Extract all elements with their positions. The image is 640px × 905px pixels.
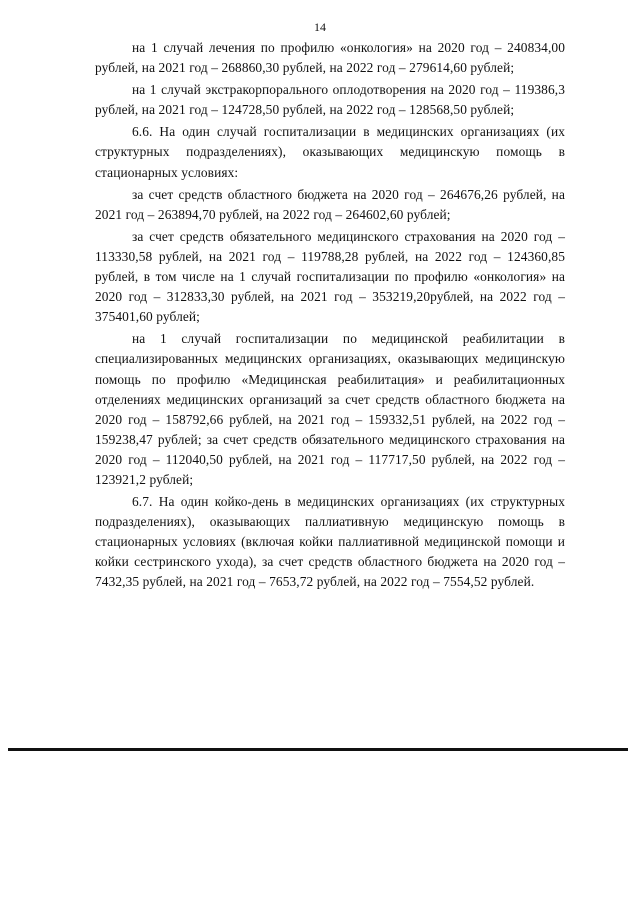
paragraph-ivf: на 1 случай экстракорпорального оплодотворения на 2020 год – 119386,3 рублей, на 2021 год – 124728,50 рублей, на 2022 год – 128568,50 рублей; [95,82,565,118]
bottom-divider [8,748,628,751]
paragraph-rehabilitation: на 1 случай госпитализации по медицинской реабилитации в специализированных медицинских организациях, оказывающих медицинскую помощь по профилю «Медицинская реабилитация» и реабилитационных отделениях медицинских организаций за счет средств областного бюджета на 2020 год – 158792,66 рублей, на 2021 год – 159332,51 рублей, на 2022 год – 159238,47 рублей; за счет средств обязательного медицинского страхования на 2020 год – 112040,50 рублей, на 2021 год – 117717,50 рублей, на 2022 год – 123921,2 рублей; [95,331,565,487]
paragraph-6-7-palliative: 6.7. На один койко-день в медицинских организациях (их структурных подразделениях), оказывающих паллиативную медицинскую помощь в стационарных условиях (включая койки паллиативной медицинской помощи и койки сестринского ухода), за счет средств областного бюджета на 2020 год – 7432,35 рублей, на 2021 год – 7653,72 рублей, на 2022 год – 7554,52 рублей. [95,494,565,590]
paragraph-regional-budget: за счет средств областного бюджета на 2020 год – 264676,26 рублей, на 2021 год – 263894,70 рублей, на 2022 год – 264602,60 рублей; [95,186,565,222]
paragraph-mandatory-insurance: за счет средств обязательного медицинского страхования на 2020 год – 113330,58 рублей, на 2021 год – 119788,28 рублей, на 2022 год – 124360,85 рублей, в том числе на 1 случай госпитализации по профилю «онкология» на 2020 год – 312833,30 рублей, на 2021 год – 353219,20рублей, на 2022 год – 375401,60 рублей; [95,228,565,325]
document-body [95,38,565,595]
page-number: 14 [314,20,326,34]
paragraph-6-6-heading: 6.6. На один случай госпитализации в медицинских организациях (их структурных подразделениях), оказывающих медицинскую помощь в стационарных условиях: [95,124,565,180]
paragraph-oncology-treatment: на 1 случай лечения по профилю «онкология» на 2020 год – 240834,00 рублей, на 2021 год – 268860,30 рублей, на 2022 год – 279614,60 рублей; [95,40,565,76]
